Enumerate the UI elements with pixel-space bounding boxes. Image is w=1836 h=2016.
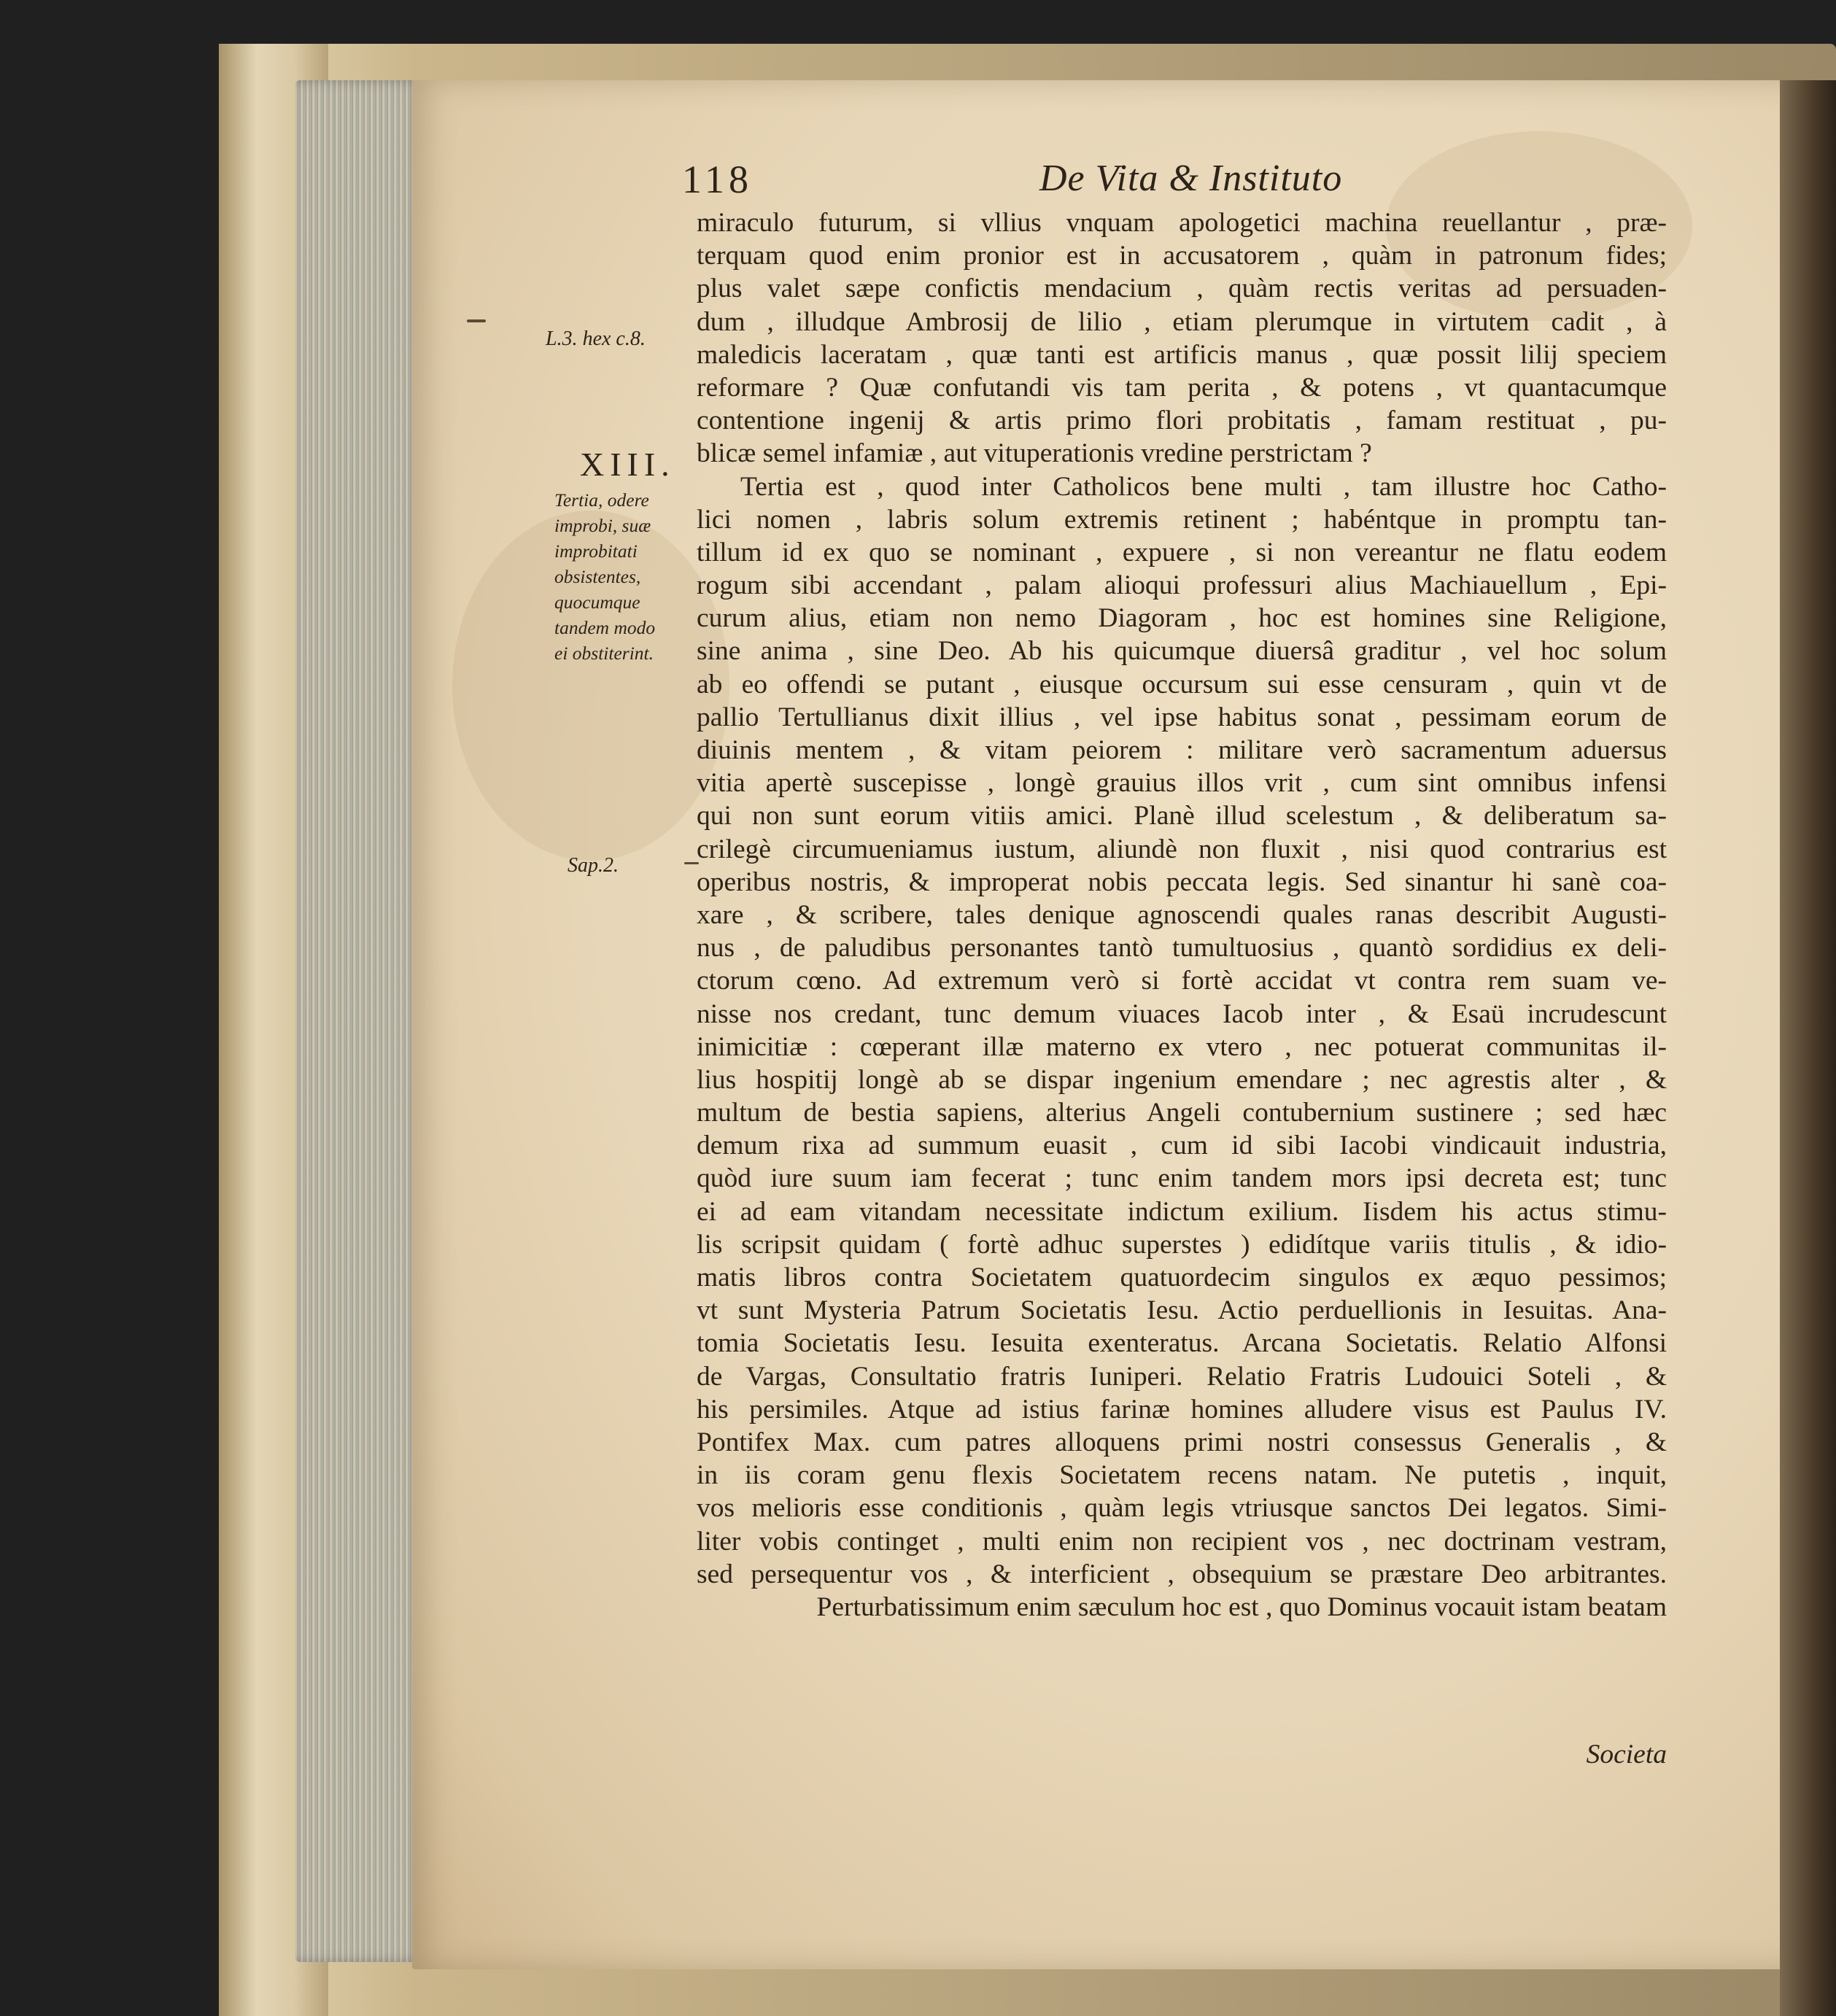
text-line: curum alius, etiam non nemo Diagoram , hoc est homines sine Religione, [697,603,1667,634]
text-line: xare , & scribere, tales denique agnoscendi quales ranas describit Augusti- [697,899,1667,930]
text-line: his persimiles. Atque ad istius farinæ homines alludere visus est Paulus IV. [697,1394,1667,1424]
text-line: reformare ? Quæ confutandi vis tam perita , & potens , vt quantacumque [697,372,1667,403]
text-line: ab eo offendi se putant , eiusque occursum sui esse censuram , quin vt de [697,669,1667,699]
page-header [682,157,1674,208]
side-note-line: ei obstiterint. [554,643,654,664]
text-line: inimicitiæ : cœperant illæ materno ex vtero , nec potuerat communitas il- [697,1031,1667,1062]
text-line: plus valet sæpe confictis mendacium , quàm rectis veritas ad persuaden- [697,274,1667,304]
right-gutter [1780,80,1836,2016]
text-line: qui non sunt eorum vitiis amici. Planè illud scelestum , & deliberatum sa- [697,801,1667,831]
side-note-line: improbitati [554,540,638,562]
text-line: Perturbatissimum enim sæculum hoc est , quo Dominus vocauit istam beatam [816,1592,1667,1622]
page-edges [295,80,423,1962]
text-line: in iis coram genu flexis Societatem recens natam. Ne putetis , inquit, [697,1460,1667,1491]
text-line: maledicis laceratam , quæ tanti est artificis manus , quæ possit lilij speciem [697,339,1667,370]
margin-reference: Sap.2. [568,854,619,877]
catchword: Societa [1586,1740,1667,1769]
text-line: Tertia est , quod inter Catholicos bene multi , tam illustre hoc Catho- [740,471,1667,502]
text-line: nus , de paludibus personantes tantò tumultuosius , quantò sordidius ex deli- [697,933,1667,964]
text-line: dum , illudque Ambrosij de lilio , etiam plerumque in virtutem cadit , à [697,306,1667,337]
text-line: vt sunt Mysteria Patrum Societatis Iesu. Actio perduellionis in Iesuitas. Ana- [697,1295,1667,1326]
text-line: lius hospitij longè ab se dispar ingenium emendare ; nec agrestis alter , & [697,1064,1667,1095]
text-line: sine anima , sine Deo. Ab his quicumque diuersâ graditur , vel hoc solum [697,636,1667,667]
text-line: pallio Tertullianus dixit illius , vel ipse habitus sonat , pessimam eorum de [697,702,1667,732]
page-number: 118 [682,158,753,201]
text-line: liter vobis continget , multi enim non recipient vos , nec doctrinam vestram, [697,1526,1667,1556]
text-line: nisse nos credant, tunc demum viuaces Iacob inter , & Esaü incrudescunt [697,999,1667,1029]
text-line: Pontifex Max. cum patres alloquens primi nostri consessus Generalis , & [697,1427,1667,1457]
text-line: quòd iure suum iam fecerat ; tunc enim tandem mors ipsi decreta est; tunc [697,1163,1667,1194]
side-note-line: obsistentes, [554,566,641,587]
text-line: rogum sibi accendant , palam alioqui professuri alius Machiauellum , Epi- [697,570,1667,601]
text-line: contentione ingenij & artis primo flori probitatis , famam restituat , pu- [697,406,1667,436]
section-number: XIII. [580,446,675,483]
margin-reference: L.3. hex c.8. [546,327,646,350]
text-line: ctorum cœno. Ad extremum verò si fortè accidat vt contra rem suam ve- [697,966,1667,996]
side-note [554,487,700,666]
text-line: sed persequentur vos , & interficient , obsequium se præstare Deo arbitrantes. [697,1559,1667,1589]
text-line: vitia apertè suscepisse , longè grauius illos vrit , cum sint omnibus infensi [697,768,1667,799]
side-note-line: quocumque [554,592,640,613]
text-line: crilegè circumueniamus iustum, aliundè non fluxit , nisi quod contrarius est [697,834,1667,864]
side-note-line: tandem modo [554,617,656,638]
side-note-line: improbi, suæ [554,515,651,536]
text-line: lis scripsit quidam ( fortè adhuc superstes ) edidítque variis titulis , & idio- [697,1229,1667,1260]
text-line: operibus nostris, & improperat nobis peccata legis. Sed sinantur hi sanè coa- [697,867,1667,897]
text-line: vos melioris esse conditionis , quàm legis vtriusque sanctos Dei legatos. Simi- [697,1493,1667,1524]
text-line: ei ad eam vitandam necessitate indictum exilium. Iisdem his actus stimu- [697,1196,1667,1227]
text-line: multum de bestia sapiens, alterius Angeli contubernium sustinere ; sed hæc [697,1098,1667,1128]
catchword-row [697,1738,1667,1771]
text-line: miraculo futurum, si vllius vnquam apologetici machina reuellantur , præ- [697,208,1667,238]
text-line: matis libros contra Societatem quatuordecim singulos ex æquo pessimos; [697,1263,1667,1292]
text-line: terquam quod enim pronior est in accusatorem , quàm in patronum fides; [697,241,1667,271]
text-line: de Vargas, Consultatio fratris Iuniperi. Relatio Fratris Ludouici Soteli , & [697,1361,1667,1392]
side-note-line: Tertia, odere [554,489,649,511]
text-line: tillum id ex quo se nominant , expuere , si non vereantur ne flatu eodem [697,537,1667,567]
text-line: tomia Societatis Iesu. Iesuita exenteratus. Arcana Societatis. Relatio Alfonsi [697,1328,1667,1359]
text-line: blicæ semel infamiæ , aut vituperationis vredine perstrictam ? [697,438,1372,469]
running-title: De Vita & Instituto [1039,158,1343,199]
text-line: lici nomen , labris solum extremis retinent ; habéntque in promptu tan- [697,504,1667,535]
margin-mark [467,319,486,322]
body-text [697,206,1667,1624]
text-line: demum rixa ad summum euasit , cum id sibi Iacobi vindicauit industria, [697,1131,1667,1161]
text-line: diuinis mentem , & vitam peiorem : militare verò sacramentum aduersus [697,735,1667,765]
